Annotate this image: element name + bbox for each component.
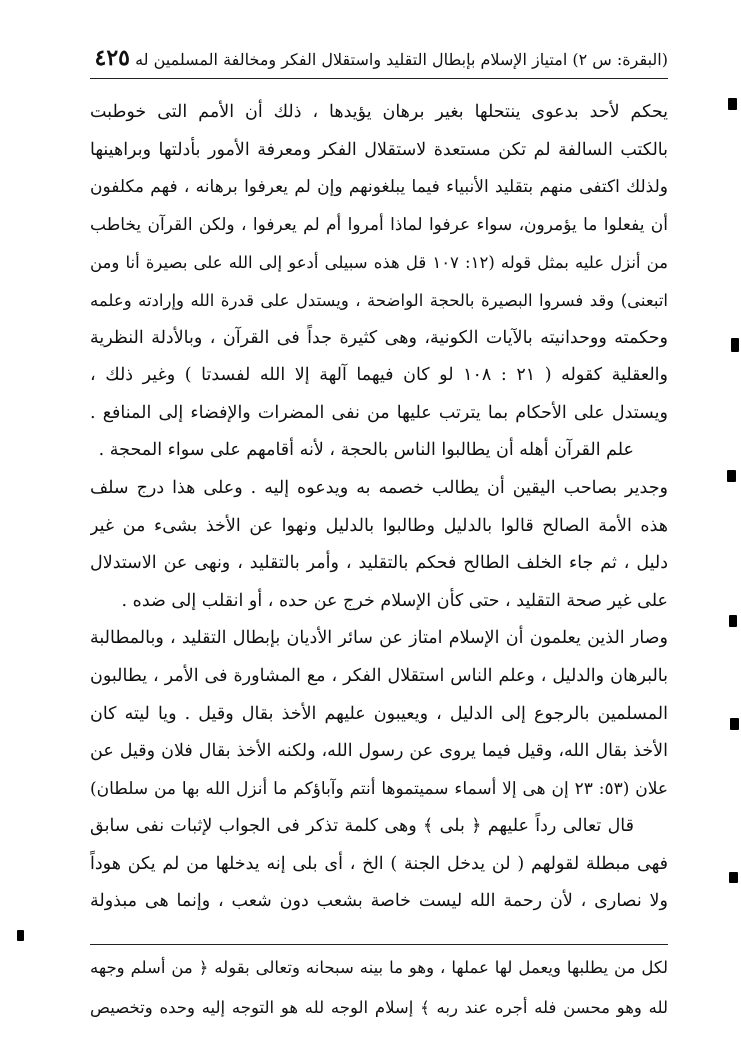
- scan-mark: [727, 470, 736, 482]
- text-line: الأخذ بقال الله، وقيل فيما يروى عن رسول الله، ولكنه الأخذ بقال فلان وقيل عن: [90, 741, 668, 762]
- text-line: بالكتب السالفة لم تكن مستعدة لاستقلال الفكر ومعرفة الأمور بأدلتها وبراهينها: [90, 139, 668, 160]
- scan-mark: [17, 930, 24, 941]
- running-title: (البقرة: س ٢) امتياز الإسلام بإبطال التقليد واستقلال الفكر ومخالفة المسلمين له: [135, 50, 668, 69]
- text-line: وصار الذين يعلمون أن الإسلام امتاز عن سائر الأديان بإبطال التقليد ، وبالمطالبة: [90, 628, 668, 649]
- text-line: والعقلية كقوله ( ٢١ : ١٠٨ لو كان فيهما آلهة إلا الله لفسدتا ) وغير ذلك ،: [90, 365, 668, 386]
- text-line: من أنزل عليه بمثل قوله (١٢: ١٠٧ قل هذه سبيلى أدعو إلى الله على بصيرة أنا ومن: [90, 253, 668, 273]
- header-rule: [90, 78, 668, 79]
- text-line: فهى مبطلة لقولهم ( لن يدخل الجنة ) الخ ، أى بلى إنه يدخلها من لم يكن هوداً: [90, 853, 668, 874]
- scan-mark: [728, 98, 737, 110]
- text-line: ولا نصارى ، لأن رحمة الله ليست خاصة بشعب دون شعب ، وإنما هى مبذولة: [90, 891, 668, 912]
- text-line: علان (٥٣: ٢٣ إن هى إلا أسماء سميتموها أنتم وآباؤكم ما أنزل الله بها من سلطان): [90, 778, 668, 799]
- main-text: [90, 94, 668, 921]
- text-line: هذه الأمة الصالح قالوا بالدليل وطالبوا بالدليل ونهوا عن الأخذ بشىء من غير: [90, 515, 668, 536]
- footnote-line: لكل من يطلبها ويعمل لها عملها ، وهو ما بينه سبحانه وتعالى بقوله ﴿ من أسلم وجهه: [90, 958, 668, 977]
- text-line: دليل ، ثم جاء الخلف الطالح فحكم بالتقليد ، وأمر بالتقليد ، ونهى عن الاستدلال: [90, 553, 668, 574]
- footnote-line: لله وهو محسن فله أجره عند ربه ﴾ إسلام الوجه لله هو التوجه إليه وحده وتخصيص: [90, 998, 668, 1017]
- text-line: ويستدل على الأحكام بما يترتب عليها من نفى المضرات والإفضاء إلى المنافع .: [90, 402, 668, 423]
- page-header: [88, 40, 668, 76]
- scan-mark: [731, 338, 739, 352]
- scan-mark: [730, 718, 739, 730]
- scan-mark: [729, 872, 738, 883]
- footnote-rule: [90, 944, 668, 945]
- text-line: ولذلك اكتفى منهم بتقليد الأنبياء فيما يبلغونهم وإن لم يعرفوا برهانه ، فهم مكلفون: [90, 177, 668, 198]
- scan-mark: [729, 615, 737, 627]
- text-line: اتبعنى) وقد فسروا البصيرة بالحجة الواضحة ، ويستدل على قدرة الله وإرادته وعلمه: [90, 290, 668, 310]
- text-line: المسلمين بالرجوع إلى الدليل ، ويعيبون عليهم الأخذ بقال وقيل . ويا ليته كان: [90, 703, 668, 724]
- page-number: ٤٢٥: [94, 45, 130, 71]
- text-line: وجدير بصاحب اليقين أن يطالب خصمه به ويدعوه إليه . وعلى هذا درج سلف: [90, 477, 668, 498]
- text-line: علم القرآن أهله أن يطالبوا الناس بالحجة ، لأنه أقامهم على سواء المحجة .: [98, 440, 634, 461]
- text-line: على غير صحة التقليد ، حتى كأن الإسلام خرج عن حده ، أو انقلب إلى ضده .: [121, 590, 668, 611]
- text-line: بالبرهان والدليل ، وعلم الناس استقلال الفكر ، مع المشاورة فى الأمر ، يطالبون: [90, 665, 668, 686]
- text-line: وحكمته ووحدانيته بالآيات الكونية، وهى كثيرة جداً فى القرآن ، وبالأدلة النظرية: [90, 327, 668, 348]
- footnote-text: [90, 948, 668, 1028]
- text-line: أن يفعلوا ما يؤمرون، سواء عرفوا لماذا أمروا أم لم يعرفوا ، ولكن القرآن يخاطب: [90, 214, 668, 235]
- text-line: قال تعالى رداً عليهم ﴿ بلى ﴾ وهى كلمة تذكر فى الجواب لإثبات نفى سابق: [90, 816, 634, 837]
- text-line: يحكم لأحد بدعوى ينتحلها بغير برهان يؤيدها ، ذلك أن الأمم التى خوطبت: [90, 102, 668, 122]
